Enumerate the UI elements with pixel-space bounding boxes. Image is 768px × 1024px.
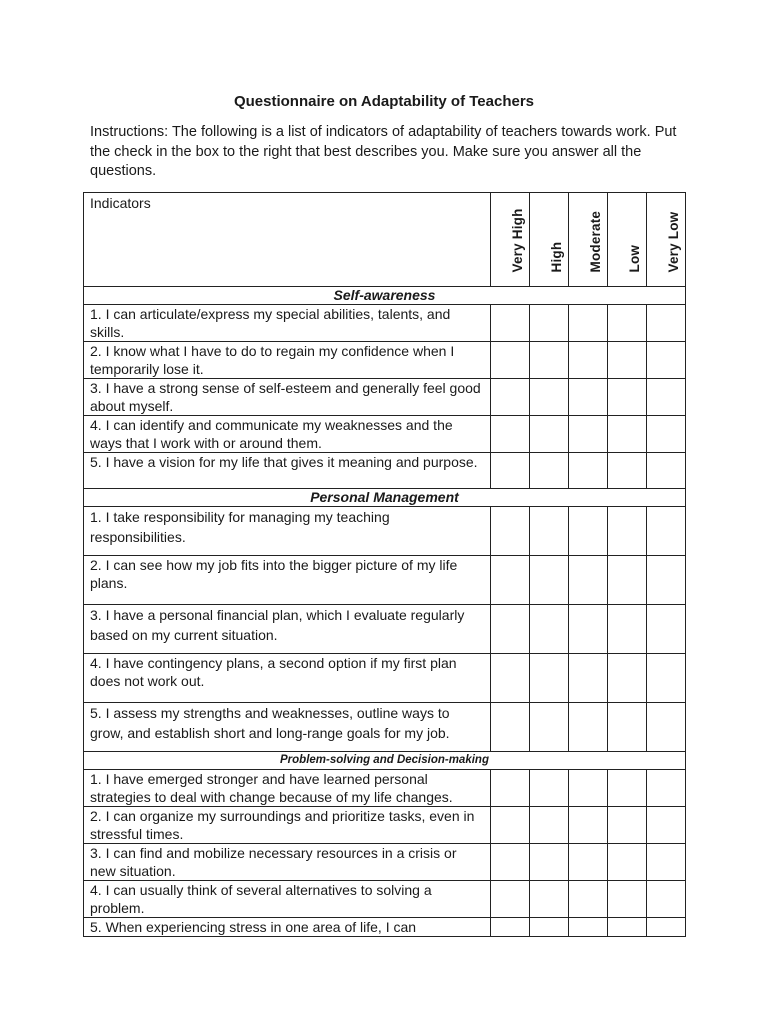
rating-box-moderate[interactable] <box>569 703 608 752</box>
rating-box-high[interactable] <box>530 654 569 703</box>
rating-box-very-high[interactable] <box>491 881 530 918</box>
table-row <box>84 453 686 489</box>
rating-box-high[interactable] <box>530 807 569 844</box>
rating-box-moderate[interactable] <box>569 881 608 918</box>
rating-box-high[interactable] <box>530 416 569 453</box>
table-row <box>84 654 686 703</box>
rating-box-moderate[interactable] <box>569 416 608 453</box>
table-row <box>84 305 686 342</box>
indicator-text: 5. I have a vision for my life that gives it meaning and purpose. <box>84 453 491 489</box>
rating-box-low[interactable] <box>608 770 647 807</box>
rating-box-high[interactable] <box>530 305 569 342</box>
rating-box-low[interactable] <box>608 556 647 605</box>
rating-box-moderate[interactable] <box>569 453 608 489</box>
rating-box-very-high[interactable] <box>491 654 530 703</box>
rating-box-low[interactable] <box>608 654 647 703</box>
rating-box-high[interactable] <box>530 703 569 752</box>
table-row <box>84 416 686 453</box>
rating-box-very-low[interactable] <box>647 379 686 416</box>
table-row <box>84 342 686 379</box>
rating-box-high[interactable] <box>530 379 569 416</box>
scale-header-moderate: Moderate <box>569 193 608 287</box>
rating-box-very-high[interactable] <box>491 305 530 342</box>
indicator-text: 1. I have emerged stronger and have learned personal strategies to deal with change because of my life changes. <box>84 770 491 807</box>
rating-box-moderate[interactable] <box>569 305 608 342</box>
indicator-text: 4. I have contingency plans, a second option if my first plan does not work out. <box>84 654 491 703</box>
rating-box-very-high[interactable] <box>491 605 530 654</box>
table-header-row <box>84 193 686 287</box>
indicator-text: 2. I can organize my surroundings and prioritize tasks, even in stressful times. <box>84 807 491 844</box>
rating-box-very-high[interactable] <box>491 379 530 416</box>
rating-box-very-high[interactable] <box>491 770 530 807</box>
indicator-text: 5. I assess my strengths and weaknesses, outline ways to grow, and establish short and long-range goals for my job. <box>84 703 491 752</box>
rating-box-very-high[interactable] <box>491 416 530 453</box>
rating-box-very-low[interactable] <box>647 416 686 453</box>
rating-box-very-high[interactable] <box>491 556 530 605</box>
rating-box-moderate[interactable] <box>569 342 608 379</box>
rating-box-low[interactable] <box>608 881 647 918</box>
document-title: Questionnaire on Adaptability of Teachers <box>233 93 535 110</box>
rating-box-high[interactable] <box>530 342 569 379</box>
rating-box-moderate[interactable] <box>569 654 608 703</box>
instructions-text: Instructions: The following is a list of indicators of adaptability of teachers towards work. Put the check in the box to the right that best describes you. Make sure you answer all the questions. <box>90 124 677 179</box>
rating-box-moderate[interactable] <box>569 507 608 556</box>
rating-box-moderate[interactable] <box>569 556 608 605</box>
rating-box-moderate[interactable] <box>569 844 608 881</box>
scale-header-high: High <box>530 193 569 287</box>
scale-header-very-high: Very High <box>491 193 530 287</box>
table-row <box>84 605 686 654</box>
rating-box-very-low[interactable] <box>647 770 686 807</box>
section-row <box>84 752 686 770</box>
rating-box-very-high[interactable] <box>491 918 530 937</box>
rating-box-very-low[interactable] <box>647 556 686 605</box>
section-title-personal-management: Personal Management <box>84 489 686 507</box>
rating-box-very-low[interactable] <box>647 703 686 752</box>
rating-box-low[interactable] <box>608 379 647 416</box>
questionnaire-table <box>83 192 686 937</box>
rating-box-low[interactable] <box>608 844 647 881</box>
indicator-text: 5. When experiencing stress in one area of life, I can <box>84 918 491 937</box>
rating-box-moderate[interactable] <box>569 770 608 807</box>
rating-box-very-low[interactable] <box>647 918 686 937</box>
table-row <box>84 770 686 807</box>
rating-box-high[interactable] <box>530 605 569 654</box>
rating-box-low[interactable] <box>608 305 647 342</box>
rating-box-low[interactable] <box>608 703 647 752</box>
section-title-problem-solving: Problem-solving and Decision-making <box>84 752 686 770</box>
rating-box-moderate[interactable] <box>569 379 608 416</box>
rating-box-very-low[interactable] <box>647 654 686 703</box>
rating-box-very-low[interactable] <box>647 807 686 844</box>
indicator-text: 2. I can see how my job fits into the bigger picture of my life plans. <box>84 556 491 605</box>
rating-box-high[interactable] <box>530 556 569 605</box>
rating-box-moderate[interactable] <box>569 918 608 937</box>
rating-box-very-high[interactable] <box>491 703 530 752</box>
rating-box-moderate[interactable] <box>569 807 608 844</box>
rating-box-moderate[interactable] <box>569 605 608 654</box>
rating-box-low[interactable] <box>608 507 647 556</box>
table-row <box>84 918 686 937</box>
rating-box-high[interactable] <box>530 770 569 807</box>
rating-box-very-low[interactable] <box>647 881 686 918</box>
rating-box-high[interactable] <box>530 881 569 918</box>
table-row <box>84 556 686 605</box>
rating-box-very-high[interactable] <box>491 342 530 379</box>
table-row <box>84 844 686 881</box>
indicator-text: 3. I can find and mobilize necessary resources in a crisis or new situation. <box>84 844 491 881</box>
rating-box-high[interactable] <box>530 453 569 489</box>
indicators-header: Indicators <box>84 193 491 287</box>
indicator-text: 1. I can articulate/express my special abilities, talents, and skills. <box>84 305 491 342</box>
table-row <box>84 807 686 844</box>
table-row <box>84 379 686 416</box>
rating-box-low[interactable] <box>608 605 647 654</box>
indicator-text: 1. I take responsibility for managing my teaching responsibilities. <box>84 507 491 556</box>
section-row <box>84 287 686 305</box>
table-row <box>84 881 686 918</box>
rating-box-low[interactable] <box>608 918 647 937</box>
section-title-self-awareness: Self-awareness <box>84 287 686 305</box>
rating-box-high[interactable] <box>530 844 569 881</box>
indicator-text: 2. I know what I have to do to regain my confidence when I temporarily lose it. <box>84 342 491 379</box>
rating-box-very-low[interactable] <box>647 453 686 489</box>
rating-box-high[interactable] <box>530 918 569 937</box>
rating-box-very-high[interactable] <box>491 507 530 556</box>
rating-box-low[interactable] <box>608 453 647 489</box>
rating-box-very-high[interactable] <box>491 844 530 881</box>
table-row <box>84 703 686 752</box>
indicator-text: 4. I can usually think of several alternatives to solving a problem. <box>84 881 491 918</box>
rating-box-very-high[interactable] <box>491 453 530 489</box>
rating-box-low[interactable] <box>608 807 647 844</box>
rating-box-very-low[interactable] <box>647 342 686 379</box>
indicator-text: 3. I have a strong sense of self-esteem and generally feel good about myself. <box>84 379 491 416</box>
rating-box-very-low[interactable] <box>647 305 686 342</box>
rating-box-very-high[interactable] <box>491 807 530 844</box>
rating-box-very-low[interactable] <box>647 605 686 654</box>
indicator-text: 4. I can identify and communicate my weaknesses and the ways that I work with or around them. <box>84 416 491 453</box>
table-row <box>84 507 686 556</box>
rating-box-low[interactable] <box>608 342 647 379</box>
scale-header-very-low: Very Low <box>647 193 686 287</box>
rating-box-high[interactable] <box>530 507 569 556</box>
section-row <box>84 489 686 507</box>
rating-box-very-low[interactable] <box>647 844 686 881</box>
rating-box-very-low[interactable] <box>647 507 686 556</box>
rating-box-low[interactable] <box>608 416 647 453</box>
scale-header-low: Low <box>608 193 647 287</box>
indicator-text: 3. I have a personal financial plan, which I evaluate regularly based on my current situation. <box>84 605 491 654</box>
